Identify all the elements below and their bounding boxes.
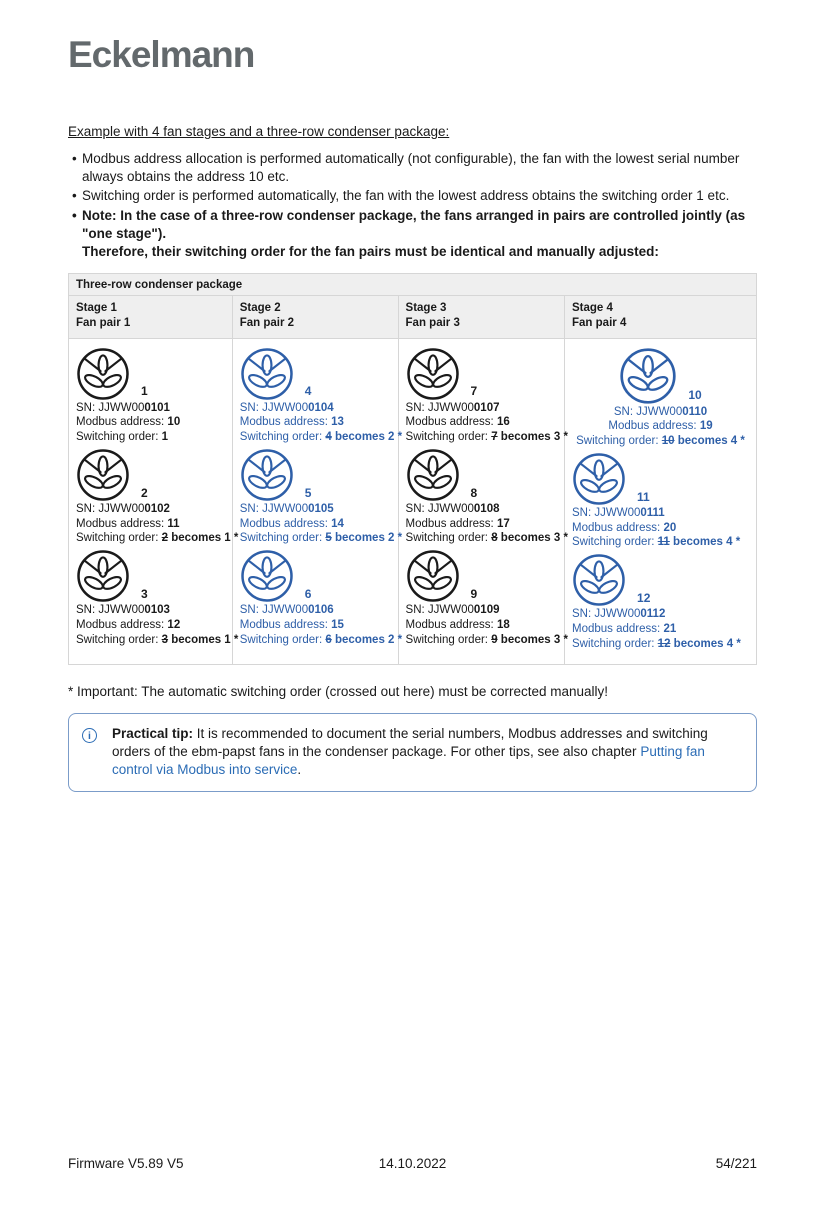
bullet-text: Switching order is performed automatically, the fan with the lowest address obtains the switching order 1 etc. [82, 188, 730, 204]
fan-switching-order: Switching order: 6 becomes 2 * [239, 633, 403, 646]
bullet-marker: • [72, 208, 77, 224]
stage-4-column [565, 338, 757, 664]
page-title: Example with 4 fan stages and a three-row condenser package: [68, 123, 450, 139]
fan-number: 1 [141, 384, 148, 399]
list-item [68, 187, 757, 205]
fan-switching-order: Switching order: 11 becomes 4 * [572, 536, 741, 549]
fan-number: 2 [141, 485, 148, 500]
fan-block-7 [405, 347, 568, 445]
fan-icon [240, 448, 294, 502]
fan-number: 4 [304, 384, 312, 399]
fan-switching-order: Switching order: 12 becomes 4 * [572, 637, 741, 650]
fan-block-8 [405, 448, 568, 546]
fan-number: 3 [141, 586, 148, 601]
fan-block-1 [76, 347, 225, 445]
fan-number: 9 [470, 586, 478, 601]
fan-number: 6 [304, 586, 312, 601]
fan-block-6 [239, 549, 403, 647]
fan-icon [76, 549, 130, 603]
fan-modbus-address: Modbus address: 18 [405, 618, 510, 631]
fan-switching-order: Switching order: 2 becomes 1 * [76, 532, 239, 545]
fan-switching-order: Switching order: 8 becomes 3 * [405, 532, 568, 545]
fan-icon [572, 452, 626, 506]
fan-modbus-address: Modbus address: 13 [239, 416, 344, 429]
fan-pair-label: Fan pair 1 [76, 317, 131, 330]
fan-pair-label: Fan pair 2 [239, 317, 295, 330]
fan-switching-order: Switching order: 7 becomes 3 * [405, 431, 568, 444]
tip-body: It is recommended to document the serial numbers, Modbus addresses and switching orders of the ebm-papst fans in the condenser package. For other tips, see also chapter [112, 726, 708, 760]
eckelmann-logo: Eckelmann [68, 34, 255, 75]
bullet-text: Modbus address allocation is performed automatically (not configurable), the fan with the lowest serial number always obtains the address 10 etc. [82, 150, 740, 184]
stage-label: Stage 4 [572, 301, 613, 314]
fan-number: 8 [470, 485, 478, 500]
fan-serial: SN: JJWW000102 [76, 502, 170, 515]
fan-serial: SN: JJWW000110 [613, 405, 708, 418]
footer-page-number: 54/221 [715, 1156, 758, 1171]
info-icon-wrap [82, 725, 112, 778]
fan-serial: SN: JJWW000107 [405, 401, 500, 414]
fan-modbus-address: Modbus address: 21 [572, 622, 677, 635]
fan-block-5 [239, 448, 403, 546]
fan-serial: SN: JJWW000101 [76, 401, 170, 414]
note-line-2: Therefore, their switching order for the fan pairs must be identical and manually adjusted: [82, 243, 659, 259]
fan-serial: SN: JJWW000112 [572, 608, 666, 621]
fan-modbus-address: Modbus address: 11 [76, 517, 180, 530]
stage-4-header [565, 295, 757, 338]
fan-icon [406, 347, 460, 401]
fan-modbus-address: Modbus address: 12 [76, 618, 181, 631]
note-line-1: Note: In the case of a three-row condenser package, the fans arranged in pairs are controlled jointly (as "one stage"). [82, 208, 746, 242]
fan-block-10 [572, 347, 749, 449]
fan-icon [572, 553, 626, 607]
fan-number: 7 [470, 384, 478, 399]
fan-switching-order: Switching order: 4 becomes 2 * [239, 431, 403, 444]
stage-1-column [69, 338, 239, 664]
fan-modbus-address: Modbus address: 10 [76, 416, 181, 429]
fan-block-2 [76, 448, 239, 546]
fan-modbus-address: Modbus address: 17 [405, 517, 510, 530]
fan-switching-order: Switching order: 9 becomes 3 * [405, 633, 568, 646]
fan-block-11 [572, 452, 749, 550]
footer-firmware-version: Firmware V5.89 V5 [68, 1156, 184, 1171]
page [0, 36, 827, 792]
fan-serial: SN: JJWW000106 [239, 604, 334, 617]
fan-icon [76, 347, 130, 401]
fan-icon [406, 549, 460, 603]
fan-serial: SN: JJWW000108 [405, 502, 500, 515]
asterisk-footnote: * Important: The automatic switching order (crossed out here) must be corrected manually! [68, 684, 608, 700]
fan-switching-order: Switching order: 10 becomes 4 * [576, 435, 745, 448]
bullet-marker: • [72, 150, 77, 166]
fan-icon [619, 347, 677, 405]
fan-pair-label: Fan pair 4 [572, 317, 627, 330]
stage-label: Stage 1 [76, 301, 117, 314]
footer-date: 14.10.2022 [378, 1156, 447, 1171]
stage-3-column [398, 338, 568, 664]
stage-label: Stage 3 [405, 301, 447, 314]
chapter-link[interactable]: Putting fan control via Modbus into service [112, 744, 705, 777]
fan-icon [406, 448, 460, 502]
fan-serial: SN: JJWW000105 [239, 502, 334, 515]
practical-tip-box [68, 713, 757, 791]
tip-text [112, 725, 742, 778]
fan-switching-order: Switching order: 5 becomes 2 * [239, 532, 403, 545]
stage-3-header [398, 295, 564, 338]
fan-modbus-address: Modbus address: 15 [239, 618, 344, 631]
fan-icon [240, 347, 294, 401]
list-item [68, 150, 757, 186]
stage-2-header [232, 295, 398, 338]
fan-number: 12 [637, 590, 651, 605]
fan-serial: SN: JJWW000109 [405, 604, 500, 617]
info-icon: i [82, 728, 97, 743]
fan-number: 5 [304, 485, 312, 500]
fan-number: 10 [688, 388, 702, 403]
fan-serial: SN: JJWW000103 [76, 604, 170, 617]
fan-modbus-address: Modbus address: 19 [608, 420, 713, 433]
fan-block-4 [239, 347, 403, 445]
fan-icon [240, 549, 294, 603]
table-caption: Three-row condenser package [69, 273, 757, 295]
tip-body-end: . [297, 761, 302, 777]
fan-pair-label: Fan pair 3 [405, 317, 460, 330]
fan-icon [76, 448, 130, 502]
fan-modbus-address: Modbus address: 16 [405, 416, 510, 429]
fan-serial: SN: JJWW000111 [572, 506, 665, 519]
bullet-list [68, 150, 757, 261]
fan-number: 11 [637, 489, 650, 504]
fan-block-3 [76, 549, 239, 647]
bullet-marker: • [72, 188, 77, 204]
fan-serial: SN: JJWW000104 [239, 401, 334, 414]
fan-switching-order: Switching order: 1 [76, 431, 169, 444]
stage-2-column [232, 338, 403, 664]
bullet-text [82, 207, 757, 260]
fan-modbus-address: Modbus address: 14 [239, 517, 344, 530]
fan-block-9 [405, 549, 568, 647]
tip-label: Practical tip: [112, 726, 194, 742]
stage-1-header [69, 295, 233, 338]
fan-block-12 [572, 553, 749, 651]
condenser-package-table [68, 273, 757, 666]
fan-modbus-address: Modbus address: 20 [572, 521, 677, 534]
list-item [68, 207, 757, 260]
stage-label: Stage 2 [239, 301, 281, 314]
fan-switching-order: Switching order: 3 becomes 1 * [76, 633, 239, 646]
